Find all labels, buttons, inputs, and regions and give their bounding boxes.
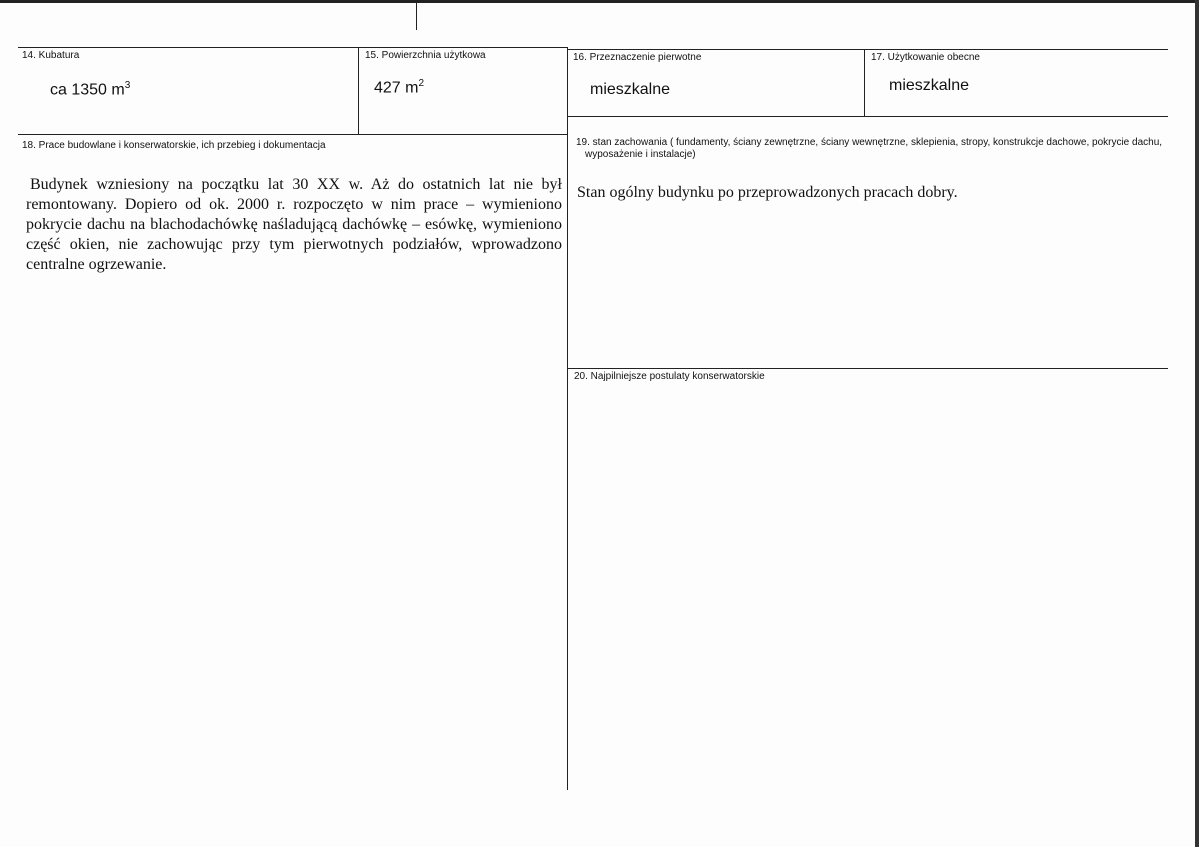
powierzchnia-value-text: 427 m [374,79,419,97]
uzytkowanie-value: mieszkalne [889,77,970,94]
powierzchnia-value [374,78,424,97]
scan-edge [0,0,1199,3]
kubatura-value-text: ca 1350 m [50,81,125,99]
divider [567,47,568,790]
stan-label: 19. stan zachowania ( fundamenty, ściany zewnętrzne, ściany wewnętrzne, sklepienia, stropy, konstrukcje dachowe, pokrycie dachu, wyposażenie i instalacje) [576,137,1163,160]
divider [358,47,359,135]
uzytkowanie-label: 17. Użytkowanie obecne [871,52,980,63]
divider [864,49,865,116]
divider [416,0,417,30]
stan-value: Stan ogólny budynku po przeprowadzonych pracach dobry. [577,184,958,201]
kubatura-unit-exp: 3 [124,80,131,91]
postulaty-label: 20. Najpilniejsze postulaty konserwatorskie [574,371,765,382]
scan-edge-right [1195,0,1199,847]
prace-label: 18. Prace budowlane i konserwatorskie, ich przebieg i dokumentacja [22,140,326,151]
divider [567,368,1168,369]
przeznaczenie-value: mieszkalne [590,81,671,98]
powierzchnia-label: 15. Powierzchnia użytkowa [365,50,486,61]
kubatura-value [50,80,130,99]
divider [18,47,567,48]
przeznaczenie-label: 16. Przeznaczenie pierwotne [573,52,702,63]
divider [567,116,1168,117]
powierzchnia-unit-exp: 2 [418,78,425,89]
prace-value: Budynek wzniesiony na początku lat 30 XX w. Aż do ostatnich lat nie był remontowany. Dopiero od ok. 2000 r. rozpoczęto w nim prace – wymieniono pokrycie dachu na blachodachówkę naśladującą dachówkę – esówkę, wymieniono część okien, nie zachowując przy tym pierwotnych podziałów, wprowadzono centralne ogrzewanie. [26,176,562,273]
divider [18,134,567,135]
kubatura-label: 14. Kubatura [22,50,80,61]
divider [567,49,1168,50]
